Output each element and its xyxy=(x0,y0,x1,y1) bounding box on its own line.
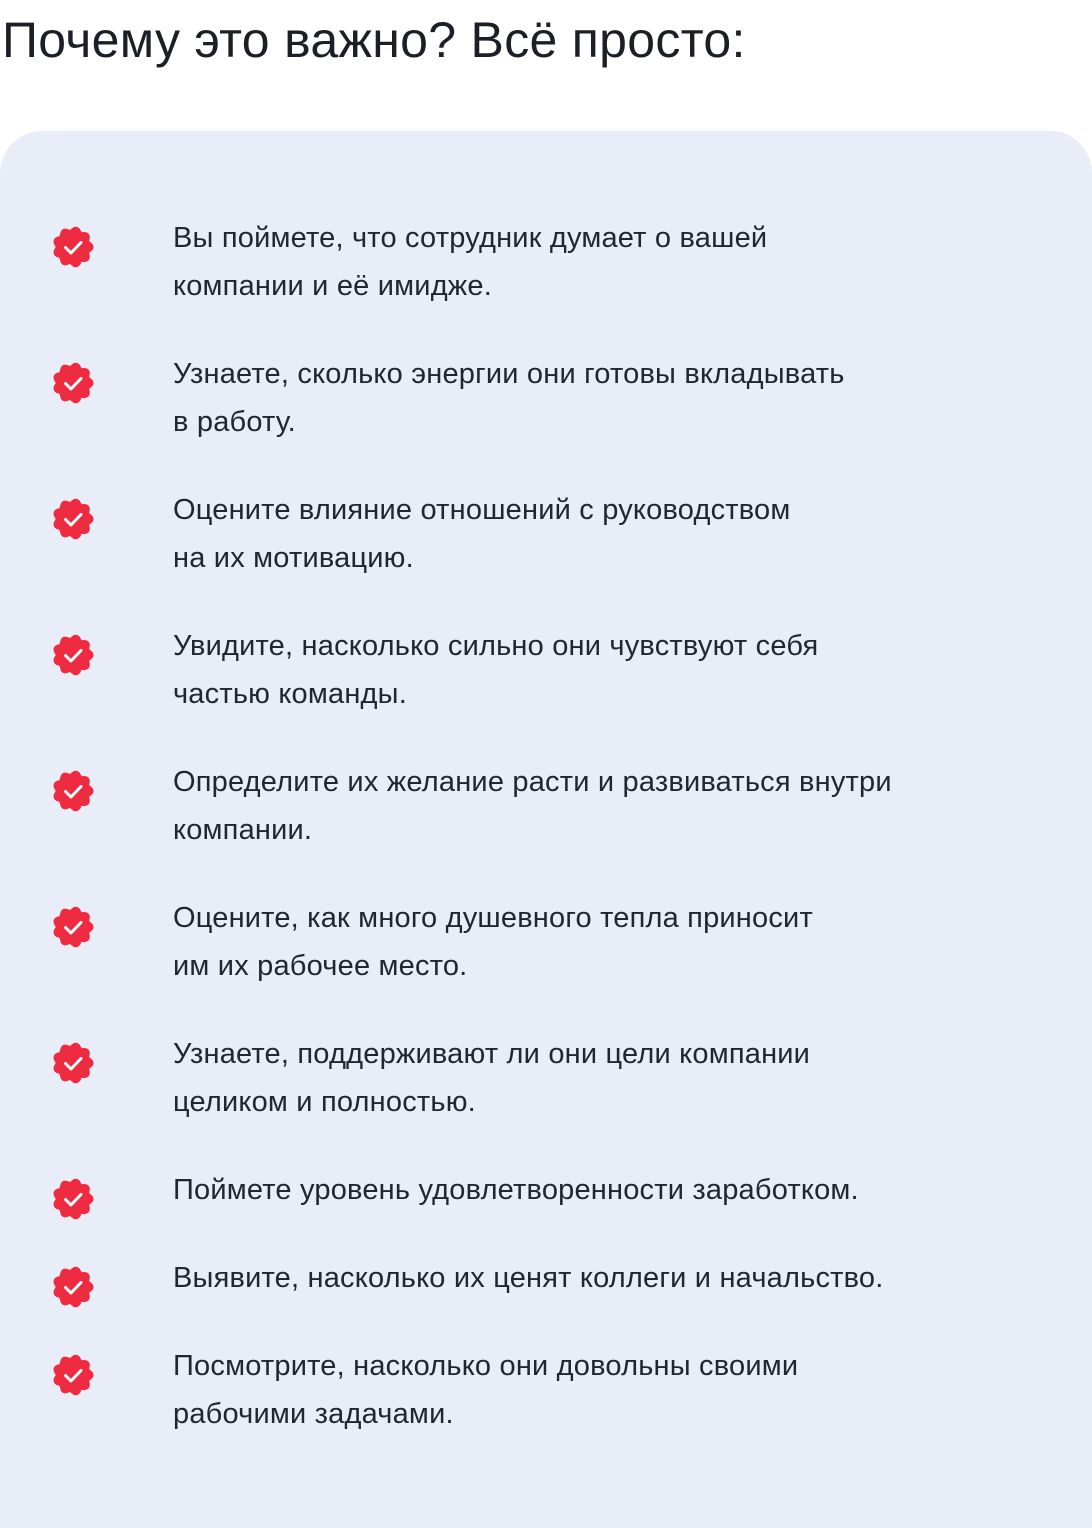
list-item-text: Оцените, как много душевного тепла приносит им их рабочее место. xyxy=(173,902,813,982)
list-item-text: Определите их желание расти и развиваться внутри компании. xyxy=(173,766,892,846)
benefits-card xyxy=(0,131,1092,1528)
badge-check-icon xyxy=(52,770,94,812)
badge-check-icon xyxy=(52,362,94,404)
badge-check-icon xyxy=(52,906,94,948)
list-item-text: Выявите, насколько их ценят коллеги и начальство. xyxy=(173,1262,884,1294)
page-title: Почему это важно? Всё просто: xyxy=(2,12,746,68)
badge-check-icon xyxy=(52,1178,94,1220)
badge-check-icon xyxy=(52,1266,94,1308)
badge-check-icon xyxy=(52,634,94,676)
list-item-text: Оцените влияние отношений с руководством на их мотивацию. xyxy=(173,494,791,574)
list-item-text: Увидите, насколько сильно они чувствуют себя частью команды. xyxy=(173,630,819,710)
list-item-text: Узнаете, сколько энергии они готовы вкладывать в работу. xyxy=(173,358,845,438)
list-item-text: Вы поймете, что сотрудник думает о вашей компании и её имидже. xyxy=(173,222,768,302)
list-item-text: Посмотрите, насколько они довольны своими рабочими задачами. xyxy=(173,1350,799,1430)
badge-check-icon xyxy=(52,1042,94,1084)
badge-check-icon xyxy=(52,226,94,268)
list-item-text: Поймете уровень удовлетворенности заработком. xyxy=(173,1174,859,1206)
list-item-text: Узнаете, поддерживают ли они цели компании целиком и полностью. xyxy=(173,1038,811,1118)
badge-check-icon xyxy=(52,498,94,540)
badge-check-icon xyxy=(52,1354,94,1396)
